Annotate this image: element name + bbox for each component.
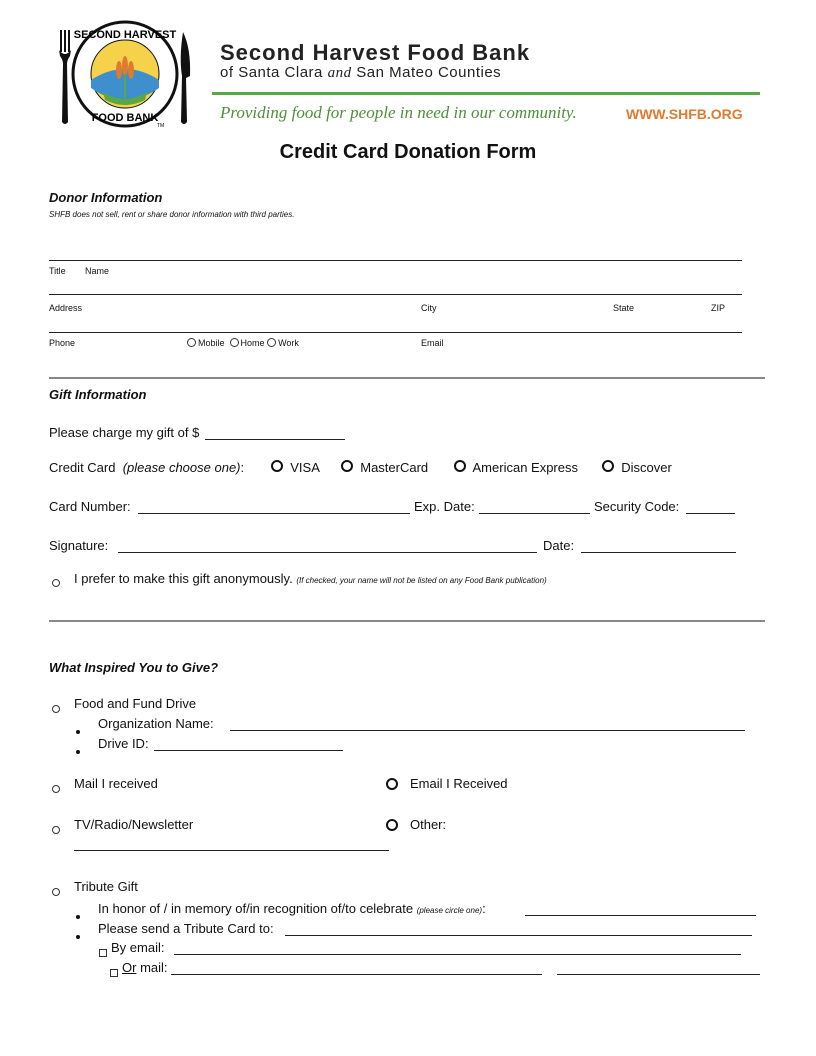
date-label: Date: bbox=[543, 538, 575, 553]
organization-name-label: Organization Name: bbox=[98, 716, 214, 731]
by-email-field[interactable] bbox=[174, 954, 741, 955]
state-label: State bbox=[613, 303, 635, 313]
security-code-label: Security Code: bbox=[594, 499, 680, 514]
security-code-field[interactable] bbox=[686, 513, 735, 514]
mail-address-field-2[interactable] bbox=[557, 974, 760, 975]
form-title: Credit Card Donation Form bbox=[279, 141, 537, 163]
home-radio[interactable] bbox=[230, 338, 239, 347]
discover-radio[interactable] bbox=[602, 460, 614, 472]
tagline: Providing food for people in need in our community. bbox=[220, 103, 577, 122]
other-label: Other: bbox=[410, 817, 447, 832]
amex-option[interactable]: American Express bbox=[454, 460, 578, 475]
name-label: Name bbox=[85, 266, 110, 276]
mail-address-field[interactable] bbox=[171, 974, 542, 975]
gift-amount-label: Please charge my gift of $ bbox=[49, 425, 200, 440]
seal-text-bottom: FOOD BANK bbox=[91, 112, 159, 124]
or-mail-label: Or mail: bbox=[122, 960, 168, 975]
header-rule bbox=[212, 92, 760, 95]
zip-label: ZIP bbox=[711, 303, 726, 313]
visa-option[interactable]: VISA bbox=[271, 460, 320, 475]
discover-option[interactable]: Discover bbox=[602, 460, 672, 475]
email-label: Email bbox=[421, 338, 444, 348]
visa-radio[interactable] bbox=[271, 460, 283, 472]
org-name: Second Harvest Food Bank bbox=[220, 40, 531, 65]
tv-label: TV/Radio/Newsletter bbox=[74, 817, 194, 832]
inspired-heading: What Inspired You to Give? bbox=[49, 660, 219, 675]
anonymous-label: I prefer to make this gift anonymously. (If checked, your name will not be listed on any Food Bank publication) bbox=[74, 571, 547, 586]
food-bank-seal-logo bbox=[55, 18, 205, 128]
tribute-radio[interactable] bbox=[52, 883, 60, 901]
mail-label: Mail I received bbox=[74, 776, 158, 791]
tv-radio[interactable] bbox=[52, 821, 60, 839]
drive-id-label: Drive ID: bbox=[98, 736, 149, 751]
date-field[interactable] bbox=[581, 552, 736, 553]
signature-field[interactable] bbox=[118, 552, 537, 553]
by-email-label: By email: bbox=[111, 940, 165, 955]
tribute-label: Tribute Gift bbox=[74, 879, 138, 894]
donor-note: SHFB does not sell, rent or share donor information with third parties. bbox=[49, 210, 295, 219]
seal-text-top: SECOND HARVEST bbox=[73, 29, 177, 41]
email-received-radio[interactable] bbox=[386, 777, 398, 795]
bullet bbox=[76, 906, 80, 924]
card-number-field[interactable] bbox=[138, 513, 410, 514]
phone-label: Phone bbox=[49, 338, 76, 348]
honoree-field[interactable] bbox=[525, 915, 756, 916]
gift-heading: Gift Information bbox=[49, 387, 147, 402]
send-card-field[interactable] bbox=[285, 935, 752, 936]
phone-type-options[interactable]: Mobile Home Work bbox=[187, 338, 299, 348]
drive-id-field[interactable] bbox=[154, 750, 343, 751]
mail-radio[interactable] bbox=[52, 780, 60, 798]
or-mail-checkbox[interactable] bbox=[110, 964, 118, 982]
other-radio[interactable] bbox=[386, 818, 398, 836]
fork-icon bbox=[59, 30, 71, 124]
work-radio[interactable] bbox=[267, 338, 276, 347]
section-divider bbox=[49, 620, 765, 622]
email-received-label: Email I Received bbox=[410, 776, 508, 791]
exp-date-label: Exp. Date: bbox=[414, 499, 475, 514]
other-field[interactable] bbox=[74, 850, 389, 851]
knife-icon bbox=[181, 32, 190, 124]
gift-amount-field[interactable] bbox=[205, 439, 345, 440]
mastercard-radio[interactable] bbox=[341, 460, 353, 472]
donor-heading: Donor Information bbox=[49, 190, 163, 205]
signature-label: Signature: bbox=[49, 538, 109, 553]
name-field[interactable] bbox=[49, 260, 742, 261]
org-subtitle: of Santa Clara and San Mateo Counties bbox=[220, 64, 502, 81]
website-link[interactable]: WWW.SHFB.ORG bbox=[626, 106, 743, 122]
section-divider bbox=[49, 377, 765, 379]
bullet bbox=[76, 741, 80, 759]
food-drive-radio[interactable] bbox=[52, 700, 60, 718]
city-label: City bbox=[421, 303, 437, 313]
bullet bbox=[76, 721, 80, 739]
card-number-label: Card Number: bbox=[49, 499, 131, 514]
address-label: Address bbox=[49, 303, 83, 313]
by-email-checkbox[interactable] bbox=[99, 944, 107, 962]
honor-label: In honor of / in memory of/in recognition of/to celebrate (please circle one): bbox=[98, 901, 486, 916]
address-field[interactable] bbox=[49, 294, 742, 295]
title-label: Title bbox=[49, 266, 66, 276]
anonymous-checkbox[interactable] bbox=[52, 574, 60, 592]
amex-radio[interactable] bbox=[454, 460, 466, 472]
mastercard-option[interactable]: MasterCard bbox=[341, 460, 428, 475]
mobile-radio[interactable] bbox=[187, 338, 196, 347]
phone-email-field[interactable] bbox=[49, 332, 742, 333]
send-card-label: Please send a Tribute Card to: bbox=[98, 921, 274, 936]
bullet bbox=[76, 926, 80, 944]
food-drive-label: Food and Fund Drive bbox=[74, 696, 197, 711]
card-type-label: Credit Card (please choose one): bbox=[49, 460, 245, 475]
exp-date-field[interactable] bbox=[479, 513, 590, 514]
trademark: TM bbox=[157, 123, 165, 128]
organization-name-field[interactable] bbox=[230, 730, 745, 731]
